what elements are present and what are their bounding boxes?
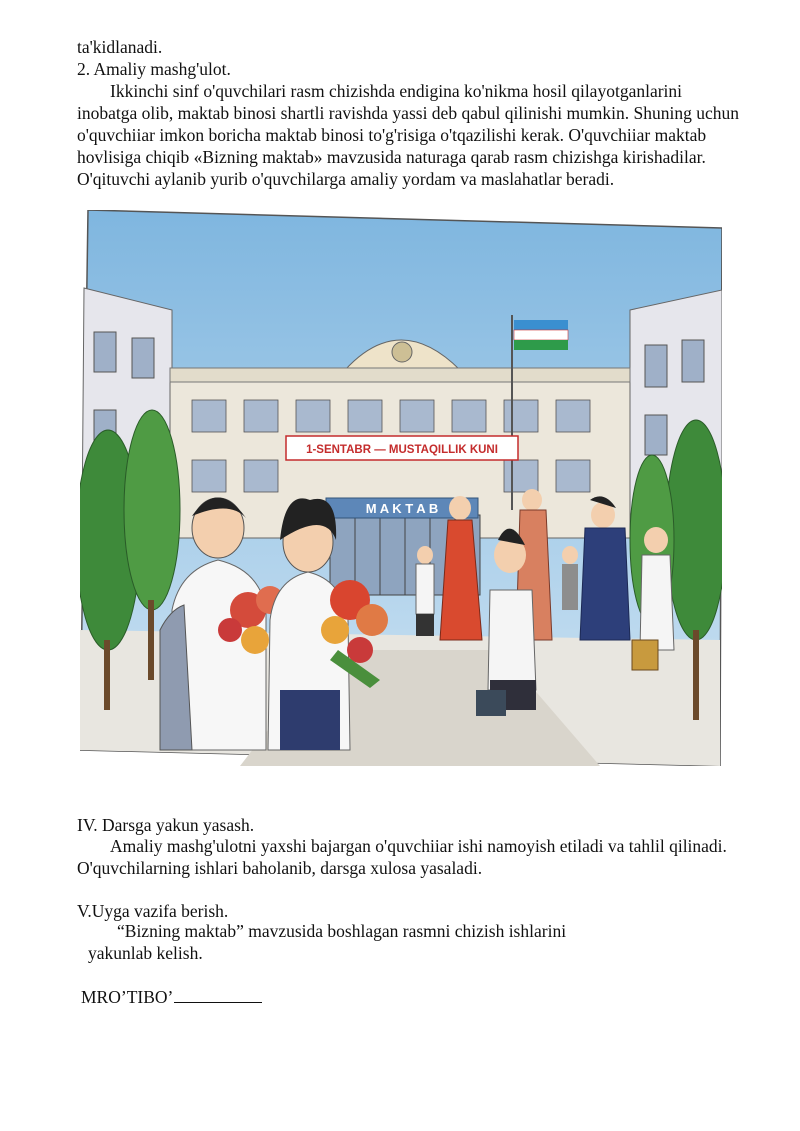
practical-paragraph xyxy=(77,80,745,190)
holiday-banner-text: 1-SENTABR — MUSTAQILLIK KUNI xyxy=(306,444,498,456)
flag-icon xyxy=(514,320,568,330)
practical-paragraph-text: Ikkinchi sinf o'quvchilari rasm chizishda endigina ko'nikma hosil qilayotganlarini inobatga olib, maktab binosi shartli ravishda yassi deb qabul qilinishi mumkin. Shuning uchun o'quvchiiar imkon boricha maktab binosi to'g'risiga o'tqazilishi kerak. O'quvchiiar maktab hovlisiga chiqib «Bizning maktab» mavzusida naturaga qarab rasm chizishga kirishadilar. O'qituvchi aylanib yurib o'quvchilarga amaliy yordam va maslahatlar beradi. xyxy=(77,81,740,189)
school-illustration xyxy=(80,210,722,766)
section-heading-summary: IV. Darsga yakun yasash. xyxy=(77,815,255,835)
signature-label: MRO’TIBO’ xyxy=(81,987,174,1007)
continuation-text: ta'kidlanadi. xyxy=(77,37,163,57)
section-heading-homework: V.Uyga vazifa berish. xyxy=(77,901,229,921)
signature-line xyxy=(174,986,262,1003)
emblem-icon xyxy=(392,342,412,362)
school-sign-text: M A K T A B xyxy=(365,501,439,516)
summary-paragraph-text: Amaliy mashg'ulotni yaxshi bajargan o'quvchiiar ishi namoyish etiladi va tahlil qilinadi. O'quvchilarning ishlari baholanib, darsga xulosa yasaladi. xyxy=(77,836,727,878)
signature-block xyxy=(81,986,262,1008)
homework-line-1: “Bizning maktab” mavzusida boshlagan rasmni chizish ishlarini xyxy=(117,921,567,941)
summary-paragraph xyxy=(77,835,745,879)
section-heading-practical: 2. Amaliy mashg'ulot. xyxy=(77,59,231,79)
homework-line-2: yakunlab kelish. xyxy=(88,943,203,963)
